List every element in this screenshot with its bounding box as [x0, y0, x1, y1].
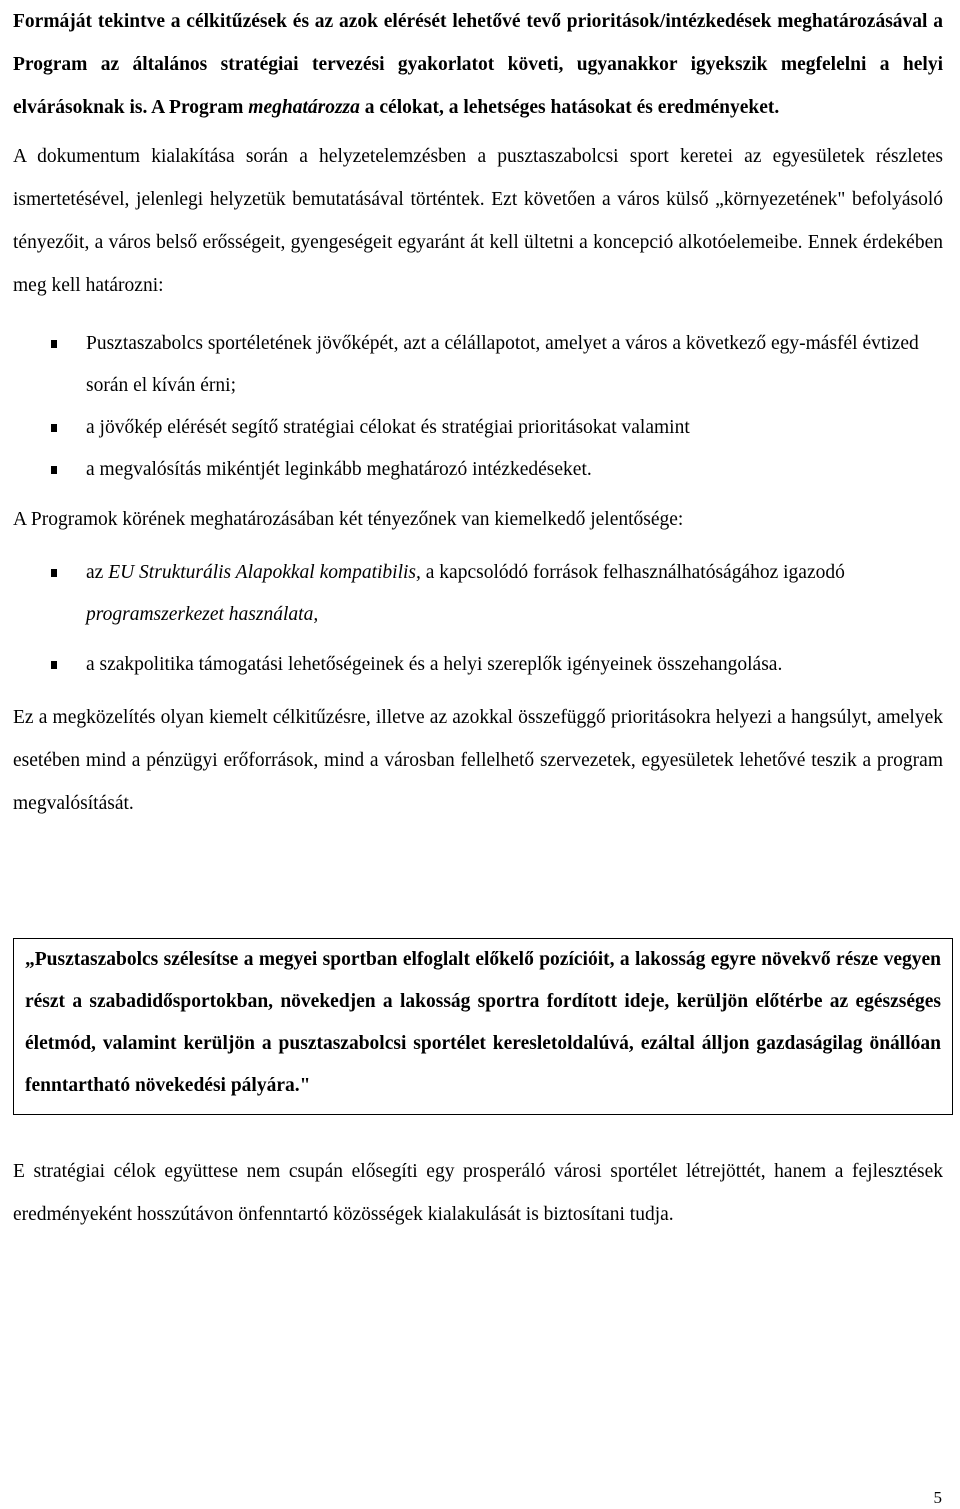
- list-item-text: Pusztaszabolcs sportéletének jövőképét, azt a célállapotot, amelyet a város a következő egy-másfél évtized során el kíván érni;: [86, 333, 919, 396]
- vision-statement-box: [13, 938, 953, 1115]
- page-number: 5: [933, 1488, 942, 1507]
- methodology-paragraph: A dokumentum kialakítása során a helyzetelemzésben a pusztaszabolcsi sport keretei az egyesületek részletes ismertetésével, jelenlegi helyzetük bemutatásával történtek. Ezt követően a város külső „környezetének" befolyásoló tényezőit, a város belső erősségeit, gyengeségeit egyaránt át kell ültetni a koncepció alkotóelemeibe. Ennek érdekében meg kell határozni:: [13, 146, 943, 296]
- list-item-text: a megvalósítás mikéntjét leginkább meghatározó intézkedéseket.: [86, 459, 592, 480]
- conclusion-paragraph: E stratégiai célok együttese nem csupán elősegíti egy prosperáló városi sportélet létrejöttét, hanem a fejlesztések eredményeként hosszútávon önfenntartó közösségek kialakulását is biztosítani tudja.: [13, 1161, 943, 1225]
- list-item-italic: programszerkezet használata,: [86, 604, 319, 625]
- goals-bullet-list: [13, 323, 943, 491]
- intro-italic-word: meghatározza: [248, 97, 360, 118]
- list-item-text: a kapcsolódó források felhasználhatóságához igazodó: [420, 562, 845, 583]
- list-item-italic: EU Strukturális Alapokkal kompatibilis,: [108, 562, 421, 583]
- list-item: [13, 644, 943, 686]
- square-bullet-icon: [51, 424, 57, 432]
- vision-statement: „Pusztaszabolcs szélesítse a megyei sportban elfoglalt előkelő pozícióit, a lakosság egyre növekvő része vegyen részt a szabadidősportokban, növekedjen a lakosság sportra fordított ideje, kerüljön előtérbe az egészséges életmód, valamint kerüljön a pusztaszabolcsi sportélet keresletoldalúvá, ezáltal álljon gazdaságilag önállóan fenntartható növekedési pályára.": [25, 949, 941, 1096]
- intro-text-2: a célokat, a lehetséges hatásokat és eredményeket.: [359, 97, 780, 118]
- list-item-text: a szakpolitika támogatási lehetőségeinek és a helyi szereplők igényeinek összehangolása.: [86, 654, 783, 675]
- approach-paragraph: Ez a megközelítés olyan kiemelt célkitűzésre, illetve az azokkal összefüggő prioritásokra helyezi a hangsúlyt, amelyek esetében mind a pénzügyi erőforrások, mind a városban fellelhető szervezetek, egyesületek lehetővé teszik a program megvalósítását.: [13, 707, 943, 814]
- list-item-text: az: [86, 562, 109, 583]
- factors-bullet-list: [13, 552, 943, 686]
- list-item: [13, 449, 943, 491]
- square-bullet-icon: [51, 661, 57, 669]
- square-bullet-icon: [51, 569, 57, 577]
- square-bullet-icon: [51, 340, 57, 348]
- factors-paragraph: A Programok körének meghatározásában két tényezőnek van kiemelkedő jelentősége:: [13, 509, 684, 530]
- list-item: [13, 407, 943, 449]
- list-item-text: a jövőkép elérését segítő stratégiai célokat és stratégiai prioritásokat valamint: [86, 417, 690, 438]
- list-item: [13, 552, 943, 636]
- document-page: [13, 0, 943, 1225]
- list-item: [13, 323, 943, 407]
- square-bullet-icon: [51, 466, 57, 474]
- intro-paragraph: [13, 0, 943, 129]
- intro-text-1: Formáját tekintve a célkitűzések és az azok elérését lehetővé tevő prioritások/intézkedések meghatározásával a Program az általános stratégiai tervezési gyakorlatot követi, ugyanakkor igyekszik megfelelni a helyi elvárásoknak is. A Program: [13, 11, 943, 118]
